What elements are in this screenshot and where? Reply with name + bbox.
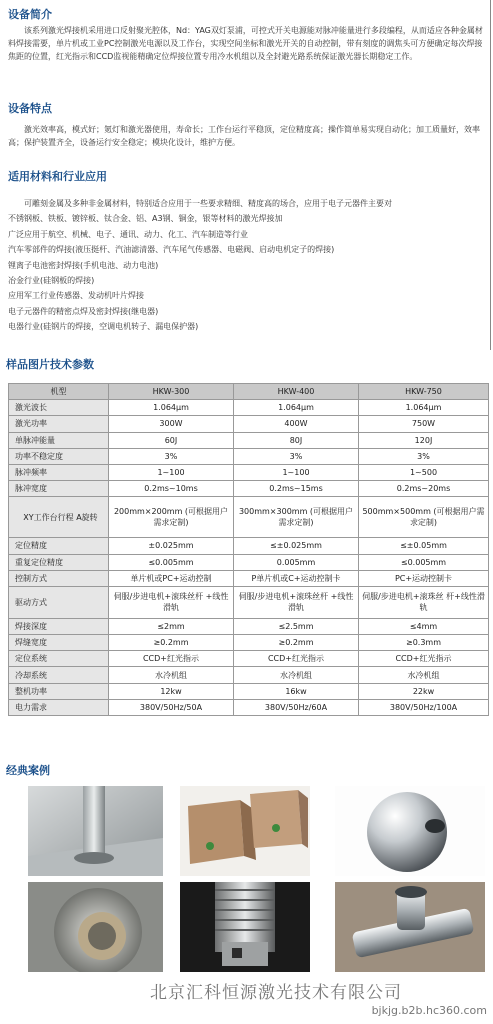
intro-title: 设备简介 <box>8 8 52 21</box>
table-cell: ≤2.5mm <box>234 618 359 634</box>
table-cell: 3% <box>359 448 489 464</box>
table-cell: CCD+红光指示 <box>109 651 234 667</box>
case-photo-tee-pipe <box>335 882 485 972</box>
table-row <box>9 554 489 570</box>
table-row <box>9 416 489 432</box>
table-cell: ≥0.2mm <box>109 635 234 651</box>
table-cell: 16kw <box>234 683 359 699</box>
table-row <box>9 481 489 497</box>
row-label: 重复定位精度 <box>9 554 109 570</box>
table-cell: 水冷机组 <box>234 667 359 683</box>
application-line: 锂离子电池密封焊接(手机电池、动力电池) <box>8 260 159 270</box>
company-name: 北京汇科恒源激光技术有限公司 <box>150 983 402 1003</box>
row-label: 功率不稳定度 <box>9 448 109 464</box>
table-cell: 80J <box>234 432 359 448</box>
table-cell: 12kw <box>109 683 234 699</box>
application-line: 广泛应用于航空、机械、电子、通讯、动力、化工、汽车制造等行业 <box>8 229 248 239</box>
row-label: 定位精度 <box>9 538 109 554</box>
table-cell: 22kw <box>359 683 489 699</box>
table-cell: 500mm×500mm (可根据用户需求定制) <box>359 497 489 538</box>
row-label: 电力需求 <box>9 699 109 715</box>
table-cell: 水冷机组 <box>359 667 489 683</box>
row-label: 单脉冲能量 <box>9 432 109 448</box>
table-row <box>9 448 489 464</box>
table-row <box>9 497 489 538</box>
case-photo-welded-plate <box>28 786 163 876</box>
row-label: 激光功率 <box>9 416 109 432</box>
header-cell: HKW-300 <box>109 384 234 400</box>
table-cell: 1.064μm <box>359 400 489 416</box>
table-cell: 0.2ms~10ms <box>109 481 234 497</box>
row-label: 控制方式 <box>9 570 109 586</box>
row-label: 焊缝宽度 <box>9 635 109 651</box>
table-cell: 380V/50Hz/50A <box>109 699 234 715</box>
applications-title: 适用材料和行业应用 <box>8 170 107 183</box>
table-row <box>9 683 489 699</box>
application-line: 冶金行业(硅钢板的焊接) <box>8 276 95 286</box>
case-photo-steel-sphere <box>335 786 485 876</box>
table-cell: 伺服/步进电机+滚珠丝杆 +线性滑轨 <box>234 586 359 618</box>
table-cell: 0.2ms~15ms <box>234 481 359 497</box>
table-cell: 3% <box>109 448 234 464</box>
application-line: 汽车零部件的焊接(液压挺杆、汽油滤清器、汽车尾气传感器、电磁阀、启动电机定子的焊接) <box>8 245 335 255</box>
table-cell: ≤0.005mm <box>359 554 489 570</box>
applications-list <box>8 196 488 335</box>
row-label: XY工作台行程 A旋转 <box>9 497 109 538</box>
table-cell: 水冷机组 <box>109 667 234 683</box>
table-row <box>9 464 489 480</box>
right-border-line <box>490 0 491 350</box>
table-cell: ≥0.2mm <box>234 635 359 651</box>
features-text <box>8 123 486 149</box>
table-cell: 1~100 <box>234 464 359 480</box>
table-cell: ≤2mm <box>109 618 234 634</box>
table-row <box>9 400 489 416</box>
table-cell: ≤0.005mm <box>109 554 234 570</box>
application-line: 应用军工行业传感器、发动机叶片焊接 <box>8 291 144 301</box>
application-line: 不锈钢板、铁板、镀锌板、钛合金、铝、A3钢、铜金，银等材料的激光焊接加 <box>8 214 283 224</box>
case-photo-gear-ring <box>28 882 163 972</box>
row-label: 脉冲宽度 <box>9 481 109 497</box>
specs-table <box>8 383 489 716</box>
table-cell: ≥0.3mm <box>359 635 489 651</box>
table-cell: 300W <box>109 416 234 432</box>
table-cell: 380V/50Hz/60A <box>234 699 359 715</box>
features-title: 设备特点 <box>8 102 52 115</box>
table-cell: ±0.025mm <box>109 538 234 554</box>
table-cell: 120J <box>359 432 489 448</box>
table-cell: 400W <box>234 416 359 432</box>
table-cell: 3% <box>234 448 359 464</box>
table-cell: PC+运动控制卡 <box>359 570 489 586</box>
application-line: 电子元器件的精密点焊及密封焊接(继电器) <box>8 306 159 316</box>
table-cell: ≤±0.05mm <box>359 538 489 554</box>
table-cell: CCD+红光指示 <box>359 651 489 667</box>
table-row <box>9 432 489 448</box>
table-cell: 60J <box>109 432 234 448</box>
row-label: 定位系统 <box>9 651 109 667</box>
table-cell: 0.2ms~20ms <box>359 481 489 497</box>
application-line: 电器行业(硅钢片的焊接，空调电机转子、漏电保护器) <box>8 322 199 332</box>
row-label: 脉冲频率 <box>9 464 109 480</box>
table-cell: 伺服/步进电机+滚珠丝 杆+线性滑轨 <box>359 586 489 618</box>
table-cell: ≤±0.025mm <box>234 538 359 554</box>
table-cell: P单片机或C+运动控制卡 <box>234 570 359 586</box>
website-url[interactable]: bjkjg.b2b.hc360.com <box>371 1004 487 1017</box>
case-photo-bellows <box>180 882 310 972</box>
header-cell: HKW-400 <box>234 384 359 400</box>
table-row <box>9 538 489 554</box>
table-row <box>9 699 489 715</box>
features-paragraph: 激光效率高，模式好；氪灯和激光器使用，寿命长；工作台运行平稳顶，定位精度高；操作简单易实现自动化；加工质量好，效率高；保护装置齐全，设备运行安全稳定；模块化设计，维护方便。 <box>8 125 480 147</box>
table-row <box>9 570 489 586</box>
table-row <box>9 586 489 618</box>
table-row <box>9 618 489 634</box>
table-cell: 0.005mm <box>234 554 359 570</box>
table-cell: 1~100 <box>109 464 234 480</box>
table-row <box>9 651 489 667</box>
table-row <box>9 667 489 683</box>
row-label: 整机功率 <box>9 683 109 699</box>
case-photo-copper-blocks <box>180 786 310 876</box>
table-cell: 750W <box>359 416 489 432</box>
row-label: 焊接深度 <box>9 618 109 634</box>
table-cell: CCD+红光指示 <box>234 651 359 667</box>
header-cell: 机型 <box>9 384 109 400</box>
table-cell: 伺服/步进电机+滚珠丝杆 +线性滑轨 <box>109 586 234 618</box>
table-cell: 单片机或PC+运动控制 <box>109 570 234 586</box>
cases-title: 经典案例 <box>6 764 50 777</box>
application-line: 可雕刻金属及多种非金属材料，特别适合应用于一些要求精细、精度高的场合，应用于电子元器件主要对 <box>24 199 392 208</box>
row-label: 激光波长 <box>9 400 109 416</box>
row-label: 冷却系统 <box>9 667 109 683</box>
table-cell: 1.064μm <box>109 400 234 416</box>
table-cell: 1.064μm <box>234 400 359 416</box>
row-label: 驱动方式 <box>9 586 109 618</box>
intro-text <box>8 24 486 63</box>
table-cell: ≤4mm <box>359 618 489 634</box>
table-cell: 300mm×300mm (可根据用户需求定制) <box>234 497 359 538</box>
table-header-row <box>9 384 489 400</box>
table-cell: 1~500 <box>359 464 489 480</box>
table-row <box>9 635 489 651</box>
specs-title: 样品图片技术参数 <box>6 358 94 371</box>
table-cell: 200mm×200mm (可根据用户需求定制) <box>109 497 234 538</box>
header-cell: HKW-750 <box>359 384 489 400</box>
intro-paragraph: 该系列激光焊接机采用进口反射聚光腔体，Nd：YAG双灯泵浦，可控式开关电源能对脉冲能量进行多段编程，从而适应各种金属材料焊接需要，单片机或工业PC控制激光电源以及工作台，实现空间坐标和激光开关的自动控制，带有刻度的调焦头可方便确定每次焊接焦距的位置，红光指示和CCD监视能精确定位焊接位置专用冷水机组以及全封避光路系统保证激光器长期稳定工作。 <box>8 26 483 61</box>
table-cell: 380V/50Hz/100A <box>359 699 489 715</box>
